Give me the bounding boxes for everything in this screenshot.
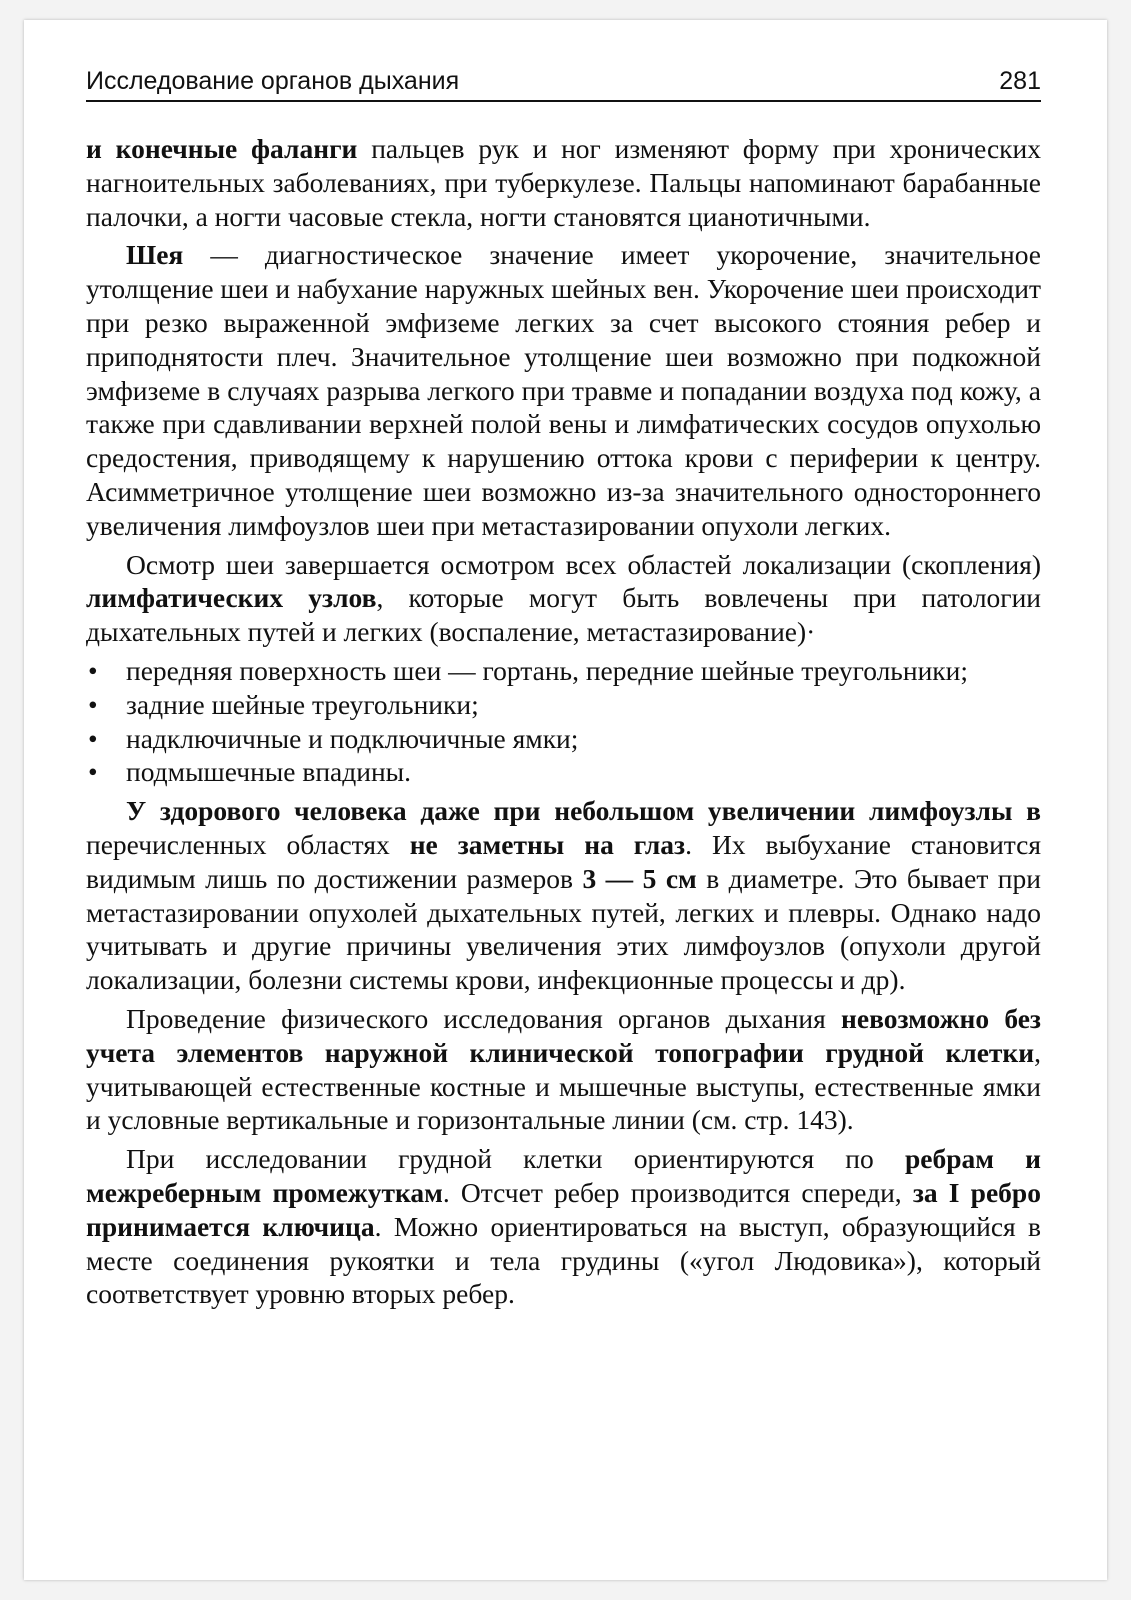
list-item-text: задние шейные треугольники;: [126, 688, 479, 720]
paragraph-text: . Их выбухание становится видимым лишь по достижении размеров: [86, 828, 1041, 894]
paragraph-text: в диаметре. Это бывает при метастазировании опухолей дыхательных путей, легких и плевры. Однако надо учитывать и другие причины увеличения этих лимфоузлов (опухоли другой локализации, болезни системы крови, инфекционные процессы и др).: [86, 862, 1041, 996]
paragraph-text: . Можно ориентироваться на выступ, образующийся в месте соединения рукоятки и тела грудины («угол Людовика»), который соответствует уровню вторых ребер.: [86, 1210, 1041, 1310]
book-page: [24, 20, 1107, 1580]
bullet-icon: •: [88, 722, 98, 754]
lymph-node-areas-list: [86, 654, 1041, 789]
body-text: [86, 132, 1041, 1311]
page-content: [86, 66, 1041, 1316]
list-item: [86, 688, 1041, 722]
bullet-icon: •: [88, 688, 98, 720]
paragraph-text: . Отсчет ребер производится спереди,: [442, 1176, 913, 1208]
term-lymph-nodes: лимфатических узлов: [86, 582, 377, 614]
chapter-title: Исследование органов дыхания: [86, 67, 460, 95]
paragraph-ribs: [86, 1142, 1041, 1311]
paragraph-text: , которые могут быть вовлечены при патологии дыхательных путей и легких (воспаление, метастазирование)·: [86, 582, 1041, 648]
paragraph-text: пальцев рук и ног изменяют форму при хронических нагноительных заболеваниях, при туберкулезе. Пальцы напоминают барабанные палочки, а ногти часовые стекла, ногти становятся цианотичными.: [86, 133, 1041, 232]
emphasis-ribs: ребрам и межреберным промежуткам: [86, 1143, 1042, 1208]
paragraph-text: При исследовании грудной клетки ориентируются по: [126, 1143, 905, 1175]
paragraph-text: — диагностическое значение имеет укорочение, значительное утолщение шеи и набухание наружных шейных вен. Укорочение шеи происходит при резко выраженной эмфиземе легких за счет высокого стояния ребер и приподнятости плеч. Значительное утолщение шеи возможно при подкожной эмфиземе в случаях разрыва легкого при травме и попадании воздуха под кожу, а также при сдавливании верхней полой вены и лимфатических сосудов опухолью средостения, приводящему к нарушению оттока крови с периферии к центру. Асимметричное утолщение шеи возможно из-за значительного одностороннего увеличения лимфоузлов шеи при метастазировании опухоли легких.: [86, 239, 1041, 541]
list-item: [86, 755, 1041, 789]
list-item-text: передняя поверхность шеи — гортань, передние шейные треугольники;: [126, 654, 968, 686]
emphasis-size: 3 — 5 см: [582, 862, 697, 894]
bullet-icon: •: [88, 654, 98, 686]
paragraph-fingers: [86, 132, 1041, 233]
list-item: [86, 722, 1041, 756]
running-header: [86, 66, 1041, 102]
paragraph-text: , учитывающей естественные костные и мышечные выступы, естественные ямки и условные вертикальные и горизонтальные линии (см. стр. 143).: [86, 1036, 1041, 1136]
page-number: 281: [999, 67, 1041, 95]
list-item-text: подмышечные впадины.: [126, 756, 412, 788]
bullet-icon: •: [88, 756, 98, 788]
list-item-text: надключичные и подключичные ямки;: [126, 722, 579, 754]
term-phalanges: и конечные фаланги: [86, 133, 358, 164]
emphasis-topography: невозможно без учета элементов наружной клинической топографии грудной клетки: [86, 1002, 1041, 1068]
paragraph-neck: [86, 238, 1041, 542]
paragraph-lymph-nodes: [86, 548, 1041, 649]
emphasis-clavicle: за I ребро принимается ключица: [86, 1176, 1041, 1242]
paragraph-text: Проведение физического исследования органов дыхания: [126, 1002, 842, 1034]
paragraph-topography: [86, 1002, 1041, 1137]
paragraph-text: перечисленных областях: [86, 828, 410, 860]
paragraph-text: Осмотр шеи завершается осмотром всех областей локализации (скопления): [126, 548, 1041, 580]
paragraph-healthy-person: [86, 794, 1041, 997]
list-item: [86, 654, 1041, 688]
emphasis-healthy: У здорового человека даже при небольшом увеличении лимфоузлы в: [126, 795, 1041, 827]
emphasis-not-visible: не заметны на глаз: [409, 828, 686, 860]
term-neck: Шея: [126, 239, 184, 271]
